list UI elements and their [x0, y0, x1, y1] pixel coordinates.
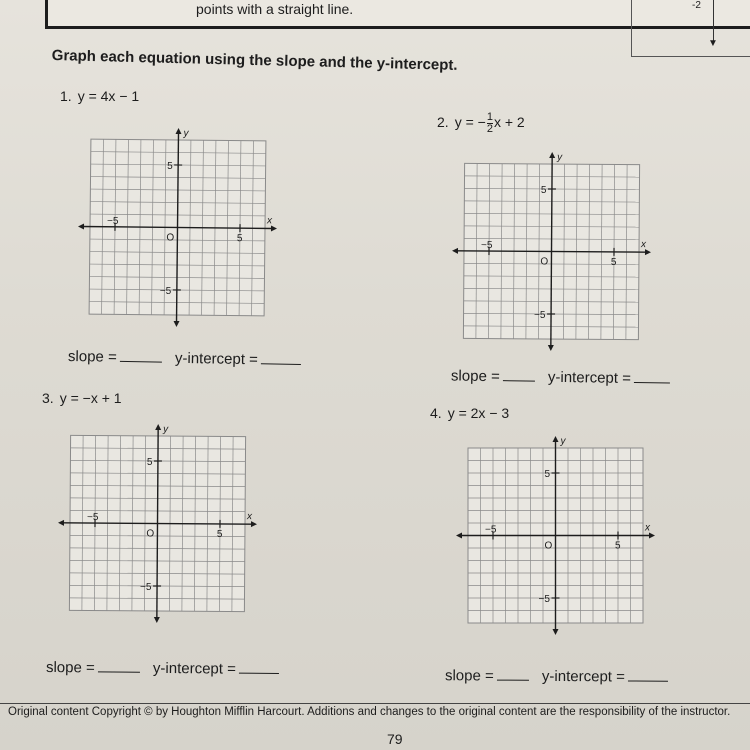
- y-axis-arrow-up: [549, 152, 555, 158]
- fraction: [487, 112, 493, 135]
- x-label-pos5: 5: [216, 528, 223, 540]
- slope-label: slope =: [444, 667, 494, 685]
- x-axis-label: x: [641, 239, 647, 251]
- equation-text: y = 2x − 3: [447, 405, 510, 421]
- slope-label: slope =: [45, 658, 95, 677]
- intercept-label: y-intercept =: [547, 368, 632, 387]
- top-instruction-box: [45, 0, 750, 49]
- problem-2-equation: [437, 112, 525, 135]
- y-axis-label: y: [183, 128, 189, 140]
- problem-1-equation: [60, 88, 139, 104]
- x-label-pos5: 5: [615, 540, 621, 552]
- intercept-label: y-intercept =: [152, 659, 237, 678]
- y-axis-arrow-down: [548, 345, 554, 351]
- answer-line-3: [46, 657, 282, 678]
- y-axis-label: y: [557, 152, 563, 164]
- intercept-blank[interactable]: [634, 368, 670, 384]
- slope-blank[interactable]: [120, 347, 162, 363]
- slope-label: slope =: [450, 367, 500, 386]
- y-axis-arrow-down: [553, 629, 559, 635]
- answer-line-2: [451, 365, 673, 387]
- answer-line-4: [445, 665, 671, 686]
- equation-text: y = −x + 1: [59, 390, 122, 406]
- intercept-blank[interactable]: [239, 659, 279, 674]
- instruction-heading: Graph each equation using the slope and the y-intercept.: [51, 47, 458, 74]
- x-label-pos5: 5: [610, 256, 617, 268]
- x-axis-arrow-left: [78, 223, 84, 229]
- y-axis-label: y: [560, 436, 566, 447]
- x-axis-label: x: [247, 511, 253, 523]
- coordinate-grid-1[interactable]: [77, 127, 279, 329]
- origin-label: O: [166, 232, 175, 244]
- coordinate-grid-2[interactable]: [451, 151, 652, 352]
- y-label-neg5: −5: [538, 594, 550, 605]
- fraction-numerator: 1: [486, 111, 493, 123]
- y-axis-label: y: [163, 424, 169, 436]
- slope-blank[interactable]: [503, 366, 535, 381]
- y-axis-arrow-down: [154, 617, 160, 623]
- y-label-neg5: −5: [140, 581, 152, 593]
- y-label-pos5: 5: [146, 456, 153, 468]
- intercept-blank[interactable]: [261, 349, 301, 365]
- origin-label: O: [540, 256, 549, 268]
- slope-blank[interactable]: [98, 657, 140, 672]
- y-axis-arrow-down: [173, 321, 179, 327]
- equation-prefix: y = −: [454, 114, 486, 131]
- grid-svg: [451, 151, 652, 352]
- top-box-text: points with a straight line.: [196, 1, 354, 17]
- y-axis-arrow-up: [155, 424, 161, 430]
- grid-svg: [57, 423, 258, 624]
- x-axis-arrow-left: [452, 248, 458, 254]
- x-axis-label: x: [267, 215, 273, 227]
- x-axis-arrow-left: [58, 520, 64, 526]
- y-label-pos5: 5: [544, 469, 551, 480]
- equation-suffix: x + 2: [493, 114, 525, 131]
- problem-4-equation: [430, 405, 509, 421]
- intercept-label: y-intercept =: [541, 667, 625, 686]
- coordinate-grid-4[interactable]: [456, 436, 656, 636]
- x-label-neg5: −5: [485, 524, 497, 536]
- y-label-neg5: −5: [534, 309, 546, 321]
- problem-3-equation: [42, 390, 122, 406]
- fraction-denominator: 2: [486, 123, 493, 135]
- coordinate-grid-3[interactable]: [57, 423, 258, 624]
- problem-number: 1.: [60, 88, 72, 104]
- mini-graph-fragment: [631, 0, 750, 57]
- problem-number: 3.: [42, 390, 54, 406]
- y-axis-arrow-up: [175, 128, 181, 134]
- y-label-neg5: −5: [159, 285, 172, 297]
- origin-label: O: [146, 528, 155, 540]
- slope-label: slope =: [67, 347, 117, 366]
- y-label-pos5: 5: [167, 160, 173, 172]
- equation-text: y = 4x − 1: [77, 88, 140, 104]
- page-number: 79: [387, 731, 403, 747]
- x-axis-label: x: [645, 522, 650, 534]
- copyright-notice: Original content Copyright © by Houghton Mifflin Harcourt. Additions and changes to the original content are the responsibility of the instructor.: [8, 706, 731, 718]
- intercept-label: y-intercept =: [174, 349, 259, 369]
- x-label-neg5: −5: [87, 512, 99, 524]
- footer-divider: [0, 703, 750, 704]
- x-axis-arrow-left: [456, 533, 462, 539]
- arrow-down-icon: ▼: [708, 38, 718, 49]
- slope-blank[interactable]: [497, 666, 529, 681]
- problem-number: 2.: [437, 114, 449, 131]
- origin-label: O: [544, 540, 553, 552]
- x-label-neg5: −5: [481, 240, 493, 252]
- mini-graph-label: -2: [692, 0, 701, 11]
- intercept-blank[interactable]: [628, 666, 668, 681]
- grid-svg: [77, 127, 279, 329]
- y-axis-arrow-up: [553, 436, 559, 442]
- problem-number: 4.: [430, 405, 442, 421]
- x-label-neg5: −5: [107, 215, 119, 227]
- y-label-pos5: 5: [540, 184, 547, 196]
- grid-svg: [456, 436, 656, 636]
- x-label-pos5: 5: [236, 233, 243, 245]
- answer-line-1: [68, 346, 304, 369]
